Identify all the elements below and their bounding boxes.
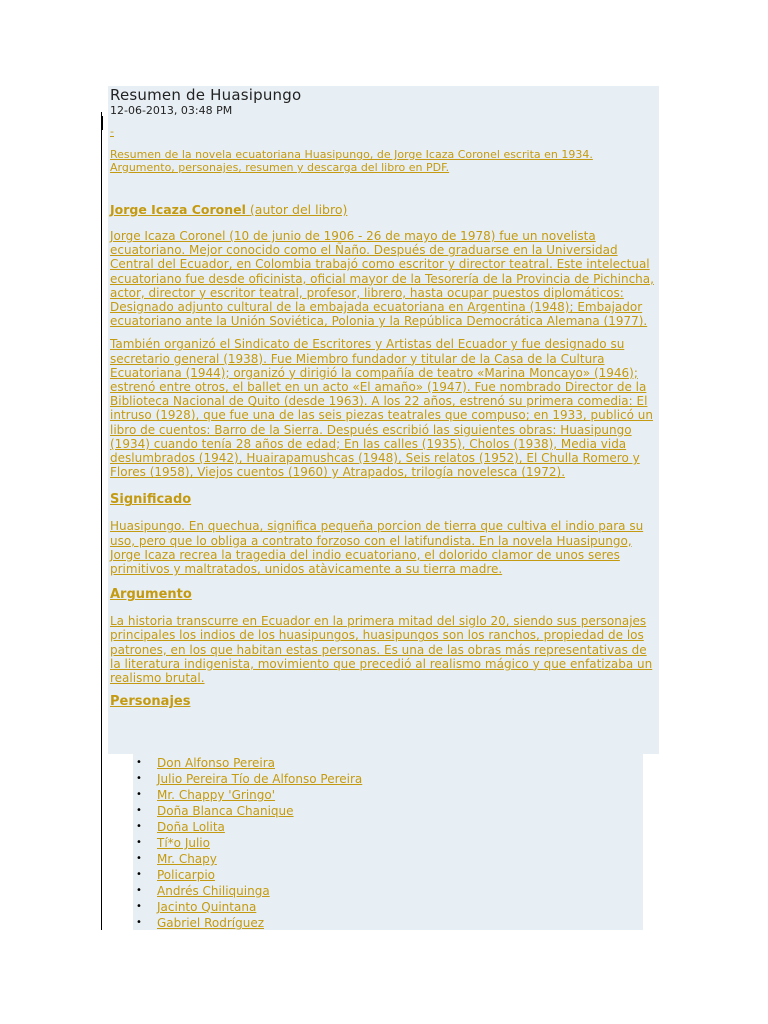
list-item [136,883,362,899]
heading-significado[interactable]: Significado [110,492,192,508]
character-link[interactable]: Doña Lolita [157,820,225,834]
article-title: Resumen de Huasipungo [110,86,302,104]
argumento-paragraph[interactable]: La historia transcurre en Ecuador en la primera mitad del siglo 20, siendo sus personajes principales los indios de los huasipungos, huasipungos son los ranchos, propiedad de los patrones, en los que habitan estas personas. Es una de las obras más representativas de la literatura indigenista, movimiento que precedió al realismo mágico y que enfatizaba un realismo brutal. [110,614,653,686]
character-list [133,755,362,931]
character-link[interactable]: Mr. Chapy [157,852,217,866]
list-item [136,787,362,803]
character-link[interactable]: Doña Blanca Chanique [157,804,294,818]
list-item [136,819,362,835]
bullet-icon: • [136,869,142,880]
intro-link[interactable]: Resumen de la novela ecuatoriana Huasipungo, de Jorge Icaza Coronel escrita en 1934. Argumento, personajes, resumen y descarga del libro en PDF. [110,148,593,174]
character-link[interactable]: Tí*o Julio [157,836,210,850]
bullet-icon: • [136,885,142,896]
significado-paragraph[interactable]: Huasipungo. En quechua, significa pequeña porcion de tierra que cultiva el indio para su uso, pero que lo obliga a contrato forzoso con el latifundista. En la novela Huasipungo, Jorge Icaza recrea la tragedia del indio ecuatoriano, el dolorido clamor de unos seres primitivos y maltratados, unidos atàvicamente a su tierra madre. [110,519,644,577]
article-content [110,86,658,710]
bio-paragraph-1[interactable]: Jorge Icaza Coronel (10 de junio de 1906 - 26 de mayo de 1978) fue un novelista ecuatoriano. Mejor conocido como el Ñaño. Después de graduarse en la Universidad Central del Ecuador, en Colombia trabajó como escritor y director teatral. Este intelectual ecuatoriano fue desde oficinista, oficial mayor de la Tesorería de la Provincia de Pichincha, actor, director y escritor teatral, profesor, librero, hasta ocupar puestos diplomáticos: Designado adjunto cultural de la embajada ecuatoriana en Argentina (1948); Embajador ecuatoriano ante la Unión Soviética, Polonia y la República Democrática Alemana (1977). [110,229,654,329]
character-link[interactable]: Gabriel Rodríguez [157,916,264,930]
author-suffix[interactable]: (autor del libro) [249,202,348,217]
left-border-line [101,112,102,930]
list-item [136,835,362,851]
bullet-icon: • [136,837,142,848]
text-cursor [101,116,103,130]
bio-paragraph-2[interactable]: También organizó el Sindicato de Escritores y Artistas del Ecuador y fue designado su secretario general (1938). Fue Miembro fundador y titular de la Casa de la Cultura Ecuatoriana (1944); organizó y dirigió la compañía de teatro «Marina Moncayo» (1946); estrenó entre otros, el ballet en un acto «El amaño» (1947). Fue nombrado Director de la Biblioteca Nacional de Quito (desde 1963). A los 22 años, estrenó su primera comedia: El intruso (1928), que fue una de las seis piezas teatrales que compuso; en 1933, publicó un libro de cuentos: Barro de la Sierra. Después escribió las siguientes obras: Huasipungo (1934) cuando tenía 28 años de edad; En las calles (1935), Cholos (1938), Media vida deslumbrados (1942), Huairapamushcas (1948), Seis relatos (1952), El Chulla Romero y Flores (1958), Viejos cuentos (1960) y Atrapados, trilogía novelesca (1972). [110,337,653,480]
bullet-icon: • [136,853,142,864]
list-item [136,867,362,883]
bullet-icon: • [136,917,142,928]
post-date: 12-06-2013, 03:48 PM [110,104,233,117]
character-link[interactable]: Julio Pereira Tío de Alfonso Pereira [157,772,363,786]
bullet-icon: • [136,901,142,912]
heading-argumento[interactable]: Argumento [110,587,192,603]
dash-link[interactable]: - [110,125,114,138]
author-name[interactable]: Jorge Icaza Coronel [110,202,246,217]
bullet-icon: • [136,773,142,784]
bullet-icon: • [136,821,142,832]
bullet-icon: • [136,757,142,768]
list-item [136,771,363,787]
character-link[interactable]: Policarpio [157,868,215,882]
character-link[interactable]: Andrés Chiliquinga [157,884,270,898]
character-link[interactable]: Don Alfonso Pereira [157,756,275,770]
list-item [136,851,362,867]
character-link[interactable]: Mr. Chappy 'Gringo' [157,788,276,802]
bullet-icon: • [136,789,142,800]
character-link[interactable]: Jacinto Quintana [157,900,257,914]
bullet-icon: • [136,805,142,816]
list-item [136,803,362,819]
list-item [136,899,362,915]
list-item [136,755,362,771]
heading-personajes[interactable]: Personajes [110,694,191,710]
list-item [136,915,362,931]
author-heading[interactable] [110,202,658,217]
